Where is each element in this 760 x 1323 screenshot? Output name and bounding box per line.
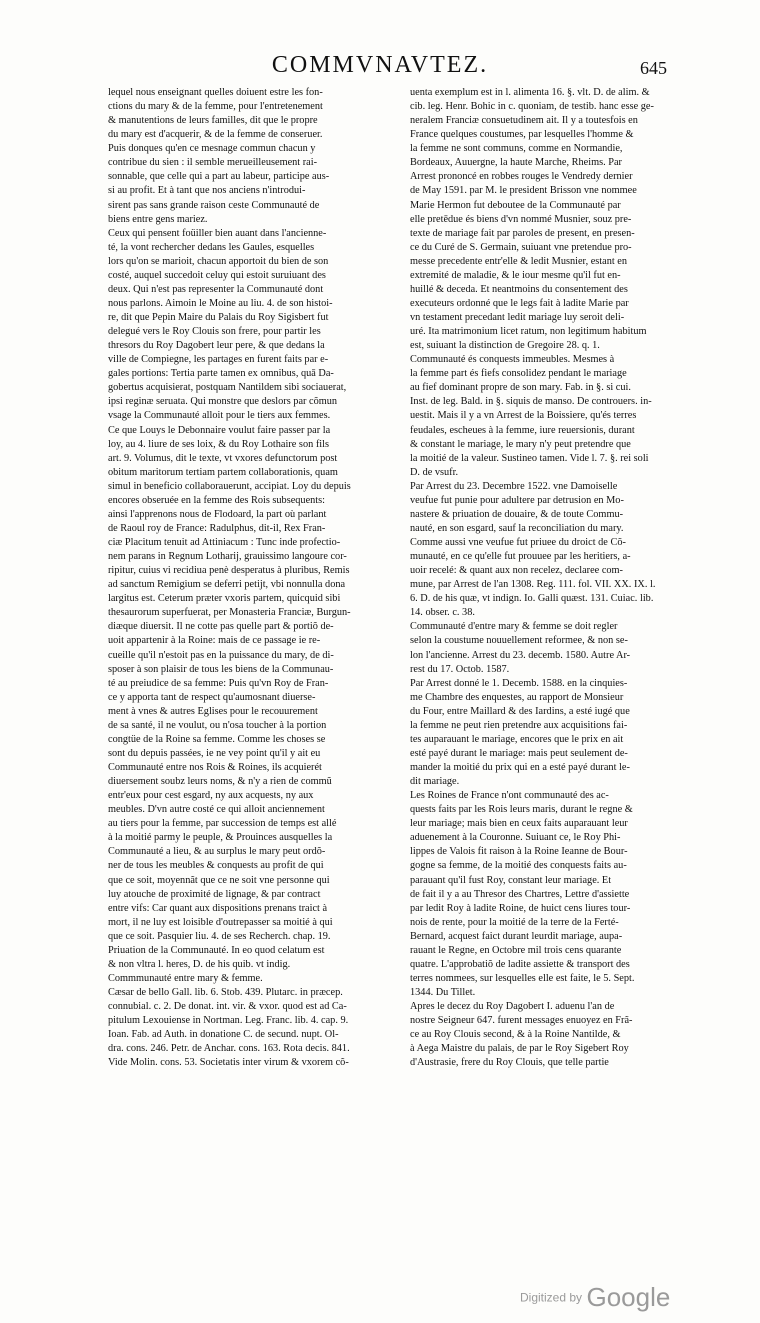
text-line: encores obseruée en la femme des Rois subsequents: — [108, 494, 326, 506]
text-line: ner de tous les meubles & conquests au profit de qui — [108, 860, 324, 872]
text-line: de sa santé, il ne voulut, ou n'osa toucher à la portion — [108, 719, 327, 731]
page-title: COMMVNAVTEZ. — [271, 52, 489, 78]
text-line: sonnable, que celle qui a part au labeur, participe aus- — [108, 171, 330, 183]
text-line: costé, auquel succedoit celuy qui estoit suruiuant des — [108, 269, 326, 281]
text-line: biens entre gens mariez. — [108, 213, 208, 225]
text-line: huillé & deceda. Et neantmoins du consentement des — [410, 283, 628, 295]
text-line: largitus est. Ceterum præter vxoris partem, quicquid sibi — [108, 593, 341, 605]
text-line: 1344. Du Tillet. — [410, 987, 476, 998]
text-line: mander la moitié du prix qui en a esté payé durant le- — [410, 762, 630, 773]
right-column — [410, 86, 728, 1070]
text-line: Cæsar de bello Gall. lib. 6. Stob. 439. Plutarc. in præcep. — [108, 987, 343, 998]
text-line: que ce soit. Pasquier liu. 4. de ses Recherch. chap. 19. — [108, 930, 331, 942]
text-line: munauté, en ce qu'elle fut prouuee par les heritiers, a- — [410, 551, 631, 563]
text-line: à la moitié parmy le peuple, & Prouinces ausquelles la — [108, 832, 333, 844]
text-line: cib. leg. Henr. Bohic in c. quoniam, de testib. hanc esse ge- — [410, 101, 654, 113]
text-line: la femme ne peut rien pretendre aux acquisitions fai- — [410, 719, 628, 731]
text-line: ctions du mary & de la femme, pour l'entretenement — [108, 101, 323, 113]
text-line: & non vltra l. heres, D. de his quib. vt indig. — [108, 958, 291, 970]
text-line: la femme ne sont communs, comme en Normandie, — [410, 143, 623, 155]
text-line: que ce soit, moyennãt que ce ne soit vne personne qui — [108, 874, 330, 886]
text-line: diuersement soubz leurs noms, & n'y a rien de commũ — [108, 776, 332, 788]
text-line: ce y apporta tant de respect qu'aumosnant diuerse- — [108, 691, 316, 703]
text-line: si au profit. Et à tant que nos anciens n'introdui- — [108, 185, 306, 197]
text-line: nostre Seigneur 647. furent messages enuoyez en Frã- — [410, 1015, 633, 1027]
text-line: gogne sa femme, de la moitié des conquests faits au- — [410, 860, 627, 872]
text-line: 6. D. de his quæ, vt indign. Io. Galli quæst. 131. Cuiac. lib. — [410, 593, 654, 605]
text-line: messe precedente entr'elle & ledit Musnier, estant en — [410, 255, 628, 267]
text-line: té au preiudice de sa femme: Puis qu'vn Roy de Fran- — [108, 677, 329, 689]
text-line: luy atouche de proximité de lignage, & par contract — [108, 888, 321, 900]
text-line: elle pretēdue és biens d'vn nommé Musnier, souz pre- — [410, 213, 632, 225]
text-line: tes auparauant le mariage, encores que le prix en ait — [410, 733, 624, 745]
text-line: uenta exemplum est in l. alimenta 16. §. vlt. D. de alim. & — [410, 87, 650, 98]
text-line: esté payé durant le mariage: mais peut seulement de- — [410, 747, 628, 759]
text-line: rauant le Regne, en Octobre mil trois cens quarante — [410, 944, 622, 956]
text-line: ad sanctum Remigium se deferri petijt, vbi nonnulla dona — [108, 579, 346, 591]
text-line: vn testament precedant ledit mariage luy seroit deli- — [410, 312, 625, 323]
text-line: re, dit que Pepin Maire du Palais du Roy Sigisbert fut — [108, 312, 329, 323]
text-line: entre vifs: Car quant aux dispositions prenans traict à — [108, 902, 328, 914]
text-line: art. 9. Volumus, dit le texte, vt vxores defunctorum post — [108, 452, 338, 464]
text-line: mort, il ne luy est loisible d'outrepasser sa moitié à qui — [108, 916, 333, 928]
text-line: & manutentions de leurs familles, dit que le propre — [108, 115, 318, 127]
text-line: au tiers pour la femme, par succession de temps est allé — [108, 818, 337, 830]
text-line: thresors du Roy Dagobert leur pere, & que dedans la — [108, 340, 325, 352]
text-line: Comme aussi vne veufue fut priuee du droict de Cõ- — [410, 537, 626, 548]
text-line: feudales, escheues à la femme, iure reuersionis, durant — [410, 424, 635, 436]
text-line: par ledit Roy à ladite Roine, de huict cens liures tour- — [410, 902, 631, 914]
text-line: connubial. c. 2. De donat. int. vir. & vxor. quod est ad Ca- — [108, 1001, 347, 1013]
text-line: ciæ Placitum tenuit ad Attiniacum : Tunc inde profectio- — [108, 537, 341, 548]
text-line: loy, au 4. liure de ses loix, & du Roy Lothaire son fils — [108, 438, 329, 450]
text-line: la moitié de la valeur. Sustineo tamen. Vide l. 7. §. rei soli — [410, 452, 649, 464]
text-line: me Chambre des enquestes, au rapport de Monsieur — [410, 691, 624, 703]
text-line: executeurs ordonné que le legs fait à ladite Marie par — [410, 297, 629, 309]
text-line: nastere & priuation de douaire, & de toute Commu- — [410, 508, 624, 520]
text-line: de Raoul roy de France: Radulphus, dit-il, Rex Fran- — [108, 522, 326, 534]
text-line: nous parlons. Aimoin le Moine au liu. 4. de son histoi- — [108, 297, 333, 309]
text-line: D. de vsufr. — [410, 466, 459, 478]
text-line: parauant qu'il fust Roy, constant leur mariage. Et — [410, 874, 612, 886]
text-line: ce au Roy Clouis second, & à la Roine Nantilde, & — [410, 1029, 621, 1041]
text-line: Communauté és conquests immeubles. Mesmes à — [410, 354, 615, 366]
text-line: Ce que Louys le Debonnaire voulut faire passer par la — [108, 424, 331, 436]
text-line: au fief dominant propre de son mary. Fab. in §. si cui. — [410, 382, 631, 394]
text-line: simul in beneficio collaborauerunt, accipiat. Loy du depuis — [108, 480, 351, 492]
text-line: ville de Compiegne, les partages en furent faits par e- — [108, 354, 329, 366]
text-line: delegué vers le Roy Clouis son frere, pour partir les — [108, 326, 321, 338]
text-line: Marie Hermon fut deboutee de la Communauté par — [410, 199, 621, 211]
text-line: Ceux qui pensent foüiller bien auant dans l'ancienne- — [108, 227, 327, 239]
text-line: vsage la Communauté alloit pour le tiers aux femmes. — [108, 410, 331, 422]
text-line: du Four, entre Maillard & des Iardins, a esté iugé que — [410, 705, 630, 717]
text-line: est, suiuant la distinction de Gregoire 28. q. 1. — [410, 340, 600, 352]
text-line: Bernard, acquest faict durant leurdit mariage, aupa- — [410, 930, 623, 942]
text-line: de May 1591. par M. le president Brisson vne nommee — [410, 185, 637, 197]
text-line: ainsi l'apprenons nous de Flodoard, la part où parlant — [108, 508, 327, 520]
text-line: neralem Franciæ consuetudinem ait. Il y a toutesfois en — [410, 115, 638, 127]
text-line: Arrest prononcé en robbes rouges le Vendredy dernier — [410, 171, 633, 183]
text-line: du mary est d'acquerir, & de la femme de conseruer. — [108, 129, 323, 141]
text-line: uré. Ita matrimonium licet ratum, non legitimum habitum — [410, 326, 647, 338]
text-line: Bordeaux, Auuergne, la haute Marche, Rheims. Par — [410, 157, 622, 169]
text-line: nois de rente, pour la moitié de la terre de la Ferté- — [410, 916, 619, 928]
text-line: thesaurorum superfuerat, per Monasteria Franciæ, Burgun- — [108, 607, 351, 619]
text-line: sont du depuis passées, ie ne vey point qu'il y ait eu — [108, 747, 321, 759]
page-number: 645 — [640, 58, 667, 78]
text-line: lippes de Valois fit raison à la Roine Ieanne de Bour- — [410, 846, 628, 858]
text-line: Priuation de la Communauté. In eo quod celatum est — [108, 944, 325, 956]
text-line: uoir recelé: & quant aux non recelez, declaree com- — [410, 565, 623, 577]
text-line: entr'eux pour cest esgard, ny aux acquests, ny aux — [108, 790, 314, 802]
text-line: & constant le mariage, le mary n'y peut pretendre que — [410, 438, 631, 450]
text-line: ce du Curé de S. Germain, suiuant vne pretendue pro- — [410, 241, 632, 253]
text-line: Ioan. Fab. ad Auth. in donatione C. de secund. nupt. Ol- — [108, 1029, 339, 1041]
text-line: de fait il y a au Thresor des Chartres, Lettre d'assiette — [410, 888, 630, 900]
text-line: 14. obser. c. 38. — [410, 607, 475, 619]
text-line: la femme part és fiefs consolidez pendant le mariage — [410, 368, 627, 380]
text-line: sposer à son plaisir de tous les biens de la Communau- — [108, 663, 334, 675]
text-line: rest du 17. Octob. 1587. — [410, 663, 510, 675]
text-line: ripitur, cuius vi recidiua penè desperatus à pluribus, Remis — [108, 565, 350, 577]
text-line: veufue fut punie pour adultere par detrusion en Mo- — [410, 494, 624, 506]
text-line: leur mariage; mais bien en ceux faits auparauant leur — [410, 818, 628, 830]
text-line: cueille qu'il n'estoit pas en la puissance du mary, de di- — [108, 649, 334, 661]
text-line: ipsi reginæ seruata. Qui monstre que deslors par cõmun — [108, 396, 338, 408]
text-line: quatre. L'approbatiõ de ladite assiette & transport des — [410, 958, 630, 970]
text-line: lequel nous enseignant quelles doiuent estre les fon- — [108, 87, 323, 98]
text-line: selon la coustume nouuellement reformee, & non se- — [410, 635, 628, 647]
text-line: uestit. Mais il y a vn Arrest de la Boissiere, qu'és terres — [410, 410, 637, 422]
text-line: extremité de maladie, & le iour mesme qu'il fut en- — [410, 269, 621, 281]
text-line: nem parans in Regnum Lotharij, grauissimo langoure cor- — [108, 551, 347, 563]
text-line: pitulum Lexouiense in Nortman. Leg. Franc. lib. 4. cap. 9. — [108, 1015, 349, 1027]
text-line: lon l'ancienne. Arrest du 23. decemb. 1580. Autre Ar- — [410, 649, 631, 661]
google-logo: Google — [586, 1282, 671, 1312]
text-line: gobertus acquisierat, postquam Nantildem sibi sociauerat, — [108, 382, 347, 394]
text-line: texte de mariage fait par paroles de present, en presen- — [410, 227, 635, 239]
text-line: terres nommees, sur lesquelles elle est faite, le 5. Sept. — [410, 972, 635, 984]
text-line: té, la vont rechercher dedans les Gaules, esquelles — [108, 241, 315, 253]
text-line: Par Arrest donné le 1. Decemb. 1588. en la cinquies- — [410, 677, 628, 689]
text-line: deux. Qui n'est pas representer la Communauté dont — [108, 283, 324, 295]
text-line: gales portions: Tertia parte tamen ex omnibus, quā Da- — [108, 368, 334, 380]
text-line: meubles. D'vn autre costé ce qui alloit anciennement — [108, 804, 325, 816]
text-line: sirent pas sans grande raison ceste Communauté de — [108, 199, 320, 211]
text-line: à Aega Maistre du palais, de par le Roy Sigebert Roy — [410, 1043, 629, 1055]
text-line: France quelques coustumes, par lesquelles l'homme & — [410, 129, 634, 141]
text-line: Les Roines de France n'ont communauté des ac- — [410, 790, 609, 802]
text-line: Inst. de leg. Bald. in §. siquis de manso. De controuers. in- — [410, 396, 652, 408]
text-line: d'Austrasie, frere du Roy Clouis, que telle partie — [410, 1057, 609, 1069]
text-line: Communauté a lieu, & au surplus le mary peut ordõ- — [108, 846, 326, 858]
text-line: quests faits par les Rois leurs maris, durant le regne & — [410, 804, 633, 816]
text-line: congtüe de la Roine sa femme. Comme les choses se — [108, 733, 326, 745]
left-column — [108, 86, 405, 1070]
text-line: Par Arrest du 23. Decembre 1522. vne Damoiselle — [410, 480, 618, 492]
text-line: nauté, en son esgard, sauf la reconciliation du mary. — [410, 522, 624, 534]
text-line: aduenement à la Couronne. Suiuant ce, le Roy Phi- — [410, 832, 621, 844]
text-line: Vide Molin. cons. 53. Societatis inter virum & vxorem cõ- — [108, 1057, 349, 1069]
text-line: obitum maritorum tertiam partem collaborationis, quam — [108, 466, 338, 478]
text-line: Communauté d'entre mary & femme se doit regler — [410, 621, 618, 633]
text-line: Commmunauté entre mary & femme. — [108, 972, 263, 984]
text-line: mune, par Arrest de l'an 1308. Reg. 111. fol. VII. XX. IX. l. — [410, 579, 656, 591]
text-line: dit mariage. — [410, 776, 460, 788]
text-line: Puis donques qu'en ce mesnage commun chacun y — [108, 143, 316, 155]
text-line: diæque diuersit. Il ne cotte pas quelle part & portiõ de- — [108, 621, 334, 633]
digitized-by-label: Digitized by — [520, 1290, 583, 1305]
text-line: dra. cons. 246. Petr. de Anchar. cons. 163. Rota decis. 841. — [108, 1043, 350, 1055]
text-line: ment à vnes & autres Eglises pour le recouurement — [108, 705, 318, 717]
text-line: Apres le decez du Roy Dagobert I. aduenu l'an de — [410, 1001, 615, 1013]
text-line: uoit appartenir à la Roine: mais de ce passage ie re- — [108, 635, 321, 647]
text-line: contribue du sien : il semble merueilleusement rai- — [108, 157, 318, 169]
text-line: Communauté entre nos Rois & Roines, ils acquierét — [108, 762, 322, 773]
digitized-watermark — [520, 1282, 670, 1313]
text-line: lors qu'on se marioit, chacun apportoit du bien de son — [108, 255, 329, 267]
